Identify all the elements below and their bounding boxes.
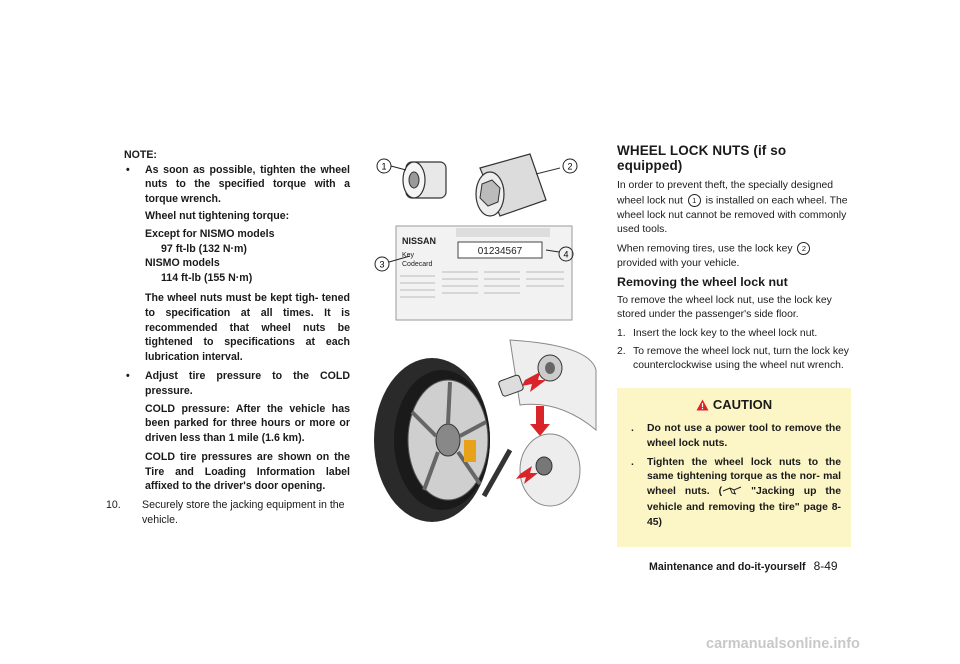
callout-ref-1: 1 [688, 194, 701, 207]
nismo-value: 114 ft-lb (155 N·m) [161, 271, 253, 284]
callout-ref-2: 2 [797, 242, 810, 255]
note-bullet-pressure: • Adjust tire pressure to the COLD pressure. [126, 370, 350, 397]
callout-2-label: 2 [567, 161, 573, 172]
subsection-intro: To remove the wheel lock nut, use the lock key stored under the passenger's side floor. [617, 294, 832, 321]
caution-box [617, 388, 851, 547]
callout-3-label: 3 [379, 259, 385, 270]
page-number: 8-49 [813, 559, 838, 573]
watermark-text: carmanualsonline.info [706, 636, 860, 652]
caution-item-2: . Tighten the wheel lock nuts to the same tightening torque as the nor- mal wheel nuts. ( "Jacking up the vehicle and removing the tire" page 8-45) [631, 456, 841, 528]
intro-paragraph: In order to prevent theft, the specially designed wheel lock nut 1 is installed on each wheel. The wheel lock nut cannot be removed with commonly used tools. [617, 180, 848, 236]
right-column [617, 144, 851, 547]
tires-paragraph: When removing tires, use the lock key 2 provided with your vehicle. [617, 242, 851, 271]
wheel-figure [374, 340, 596, 522]
placard-note: COLD tire pressures are shown on the Tire and Loading Information label affixed to the driver's door opening. [145, 451, 350, 493]
spec-note: The wheel nuts must be kept tigh- tened to specification at all times. It is recommended that wheel nuts be tightened to specifications at each lubrication interval. [145, 292, 350, 363]
wheel-lock-illustration [360, 140, 600, 530]
callout-4-label: 4 [563, 249, 569, 260]
warning-icon [696, 399, 709, 415]
step-1 [617, 327, 851, 342]
cold-pressure-note: COLD pressure: After the vehicle has been parked for three hours or more or driven less than 1 mile (1.6 km). [145, 402, 350, 444]
figure-area [360, 140, 600, 530]
step-10 [106, 498, 350, 527]
callout-1-label: 1 [381, 161, 387, 172]
step-text: Insert the lock key to the wheel lock nut. [633, 328, 818, 340]
page-footer [649, 559, 838, 573]
card-brand: NISSAN [402, 236, 437, 246]
bullet-dot: • [126, 370, 130, 383]
lock-nut-figure [403, 162, 446, 198]
step-number: 2. [617, 345, 626, 357]
bullet-dot: • [126, 163, 130, 176]
card-label-key: Key [402, 252, 415, 259]
page-reference-icon [722, 485, 742, 502]
except-nismo-value: 97 ft-lb (132 N·m) [161, 242, 247, 255]
left-column [106, 148, 350, 527]
footer-section: Maintenance and do-it-yourself [649, 561, 806, 573]
step-2 [617, 345, 851, 374]
nismo-label: NISMO models [145, 257, 220, 270]
caution-item-1: . Do not use a power tool to remove the wheel lock nuts. [631, 423, 841, 449]
section-title: WHEEL LOCK NUTS (if so equipped) [617, 143, 787, 173]
step-text: To remove the wheel lock nut, turn the lock key counterclockwise using the wheel nut wrench. [633, 345, 850, 372]
key-codecard-figure [396, 226, 572, 320]
lock-key-figure [476, 154, 560, 216]
torque-heading: Wheel nut tightening torque: [145, 210, 290, 223]
note-label: NOTE: [124, 149, 157, 161]
card-code: 01234567 [477, 246, 523, 257]
caution-title: CAUTION [627, 398, 841, 415]
subsection-title: Removing the wheel lock nut [617, 275, 788, 290]
step-text: Securely store the jacking equipment in the vehicle. [142, 499, 345, 526]
except-nismo-label: Except for NISMO models [145, 227, 275, 240]
step-number: 10. [106, 499, 121, 512]
card-label-codecard: Codecard [402, 261, 433, 268]
note-bullet-torque: • As soon as possible, tighten the wheel nuts to the specified torque with a torque wrench. [126, 163, 350, 205]
step-number: 1. [617, 328, 626, 340]
